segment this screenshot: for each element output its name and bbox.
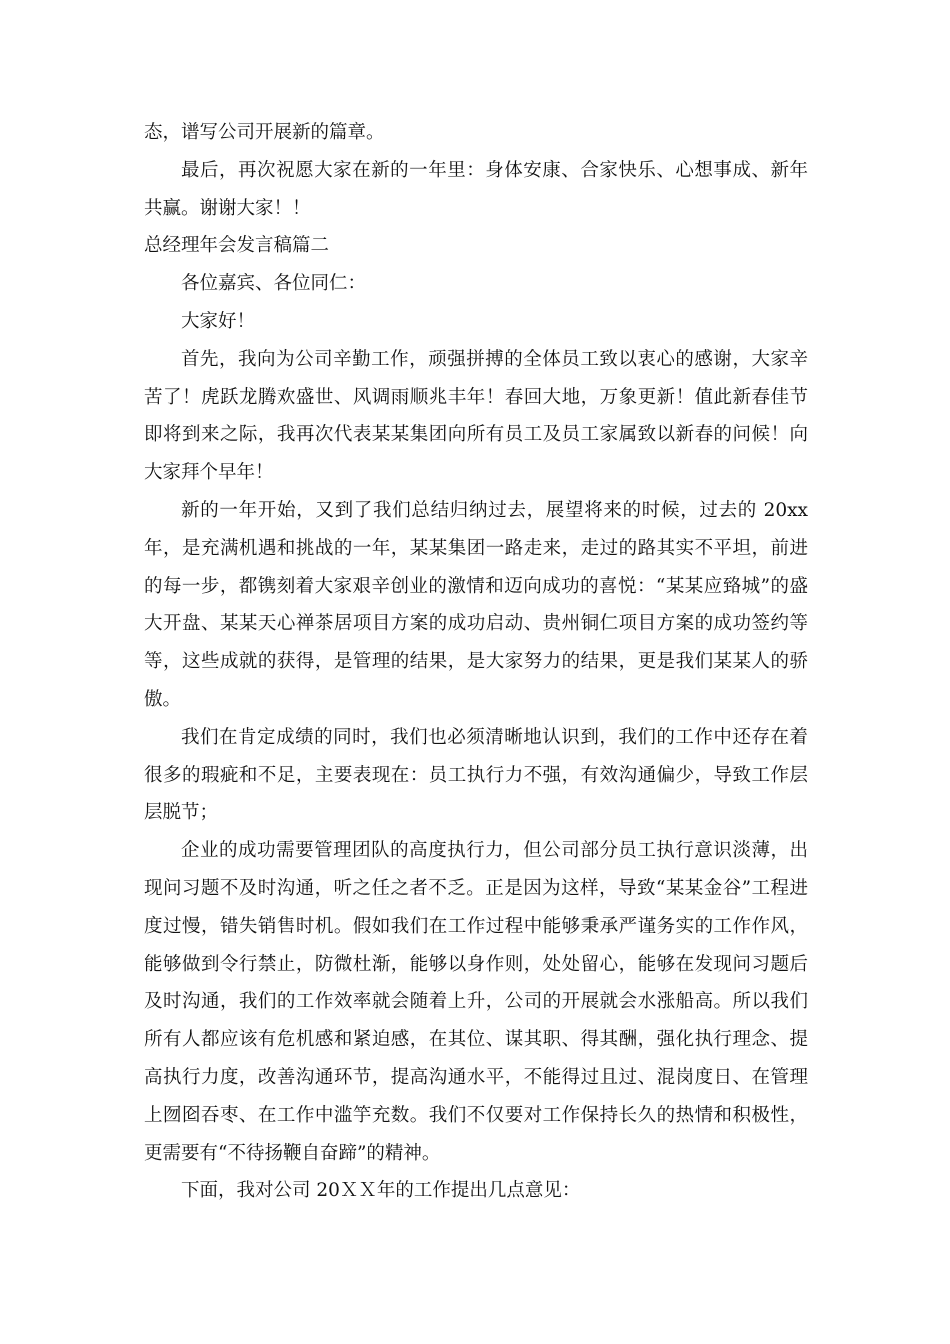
paragraph-execution: 企业的成功需要管理团队的高度执行力，但公司部分员工执行意识淡薄，出现问习题不及时沟通，听之任之者不乏。正是因为这样，导致“某某金谷”工程进度过慢，错失销售时机。假如我们在工作过程中能够秉承严谨务实的工作作风，能够做到令行禁止，防微杜渐，能够以身作则，处处留心，能够在发现问习题后及时沟通，我们的工作效率就会随着上升，公司的开展就会水涨船高。所以我们所有人都应该有危机感和紧迫感，在其位、谋其职、得其酬，强化执行理念、提高执行力度，改善沟通环节，提高沟通水平，不能得过且过、混岗度日、在管理上囫囵吞枣、在工作中滥竽充数。我们不仅要对工作保持长久的热情和积极性，更需要有“不待扬鞭自奋蹄”的精神。 [144,840,808,1164]
section-heading: 总经理年会发言稿篇二 [144,235,330,257]
paragraph-opinions-intro: 下面，我对公司 20ＸＸ年的工作提出几点意见： [181,1180,581,1202]
paragraph-review: 新的一年开始，又到了我们总结归纳过去，展望将来的时候，过去的 20xx 年，是充满机遇和挑战的一年，某某集团一路走来，走过的路其实不平坦，前进的每一步，都镌刻着大家艰辛创业的激情和迈向成功的喜悦：“某某应臵城”的盛大开盘、某某天心禅茶居项目方案的成功启动、贵州铜仁项目方案的成功签约等等，这些成就的获得，是管理的结果，是大家努力的结果，更是我们某某人的骄傲。 [144,499,808,710]
paragraph-salutation: 各位嘉宾、各位同仁： [181,273,367,295]
paragraph-closing-continuation: 态，谱写公司开展新的篇章。 [144,122,385,143]
document-body [144,114,808,1210]
paragraph-thanks: 首先，我向为公司辛勤工作，顽强拼搏的全体员工致以衷心的感谢，大家辛苦了！虎跃龙腾欢盛世、风调雨顺兆丰年！春回大地，万象更新！值此新春佳节即将到来之际，我再次代表某某集团向所有员工及员工家属致以新春的问候！向大家拜个早年！ [144,348,808,484]
paragraph-shortcomings: 我们在肯定成绩的同时，我们也必须清晰地认识到，我们的工作中还存在着很多的瑕疵和不足，主要表现在：员工执行力不强，有效沟通偏少，导致工作层层脱节； [144,726,808,824]
paragraph-greeting: 大家好！ [181,310,256,332]
paragraph-final-wishes: 最后，再次祝愿大家在新的一年里：身体安康、合家快乐、心想事成、新年共赢。谢谢大家！！ [144,159,808,219]
